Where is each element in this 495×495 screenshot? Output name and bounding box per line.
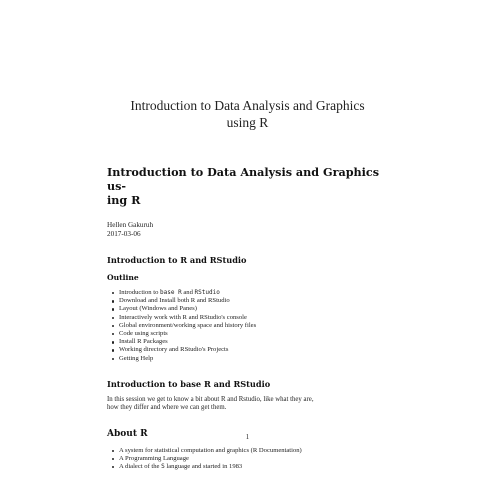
book-title <box>0 97 495 131</box>
inline-code: S <box>161 463 165 471</box>
about-list <box>107 447 389 472</box>
outline-item: Getting Help <box>119 355 389 363</box>
document-meta <box>107 221 389 239</box>
section-heading-base: Introduction to base R and RStudio <box>107 378 271 389</box>
about-item-text: A dialect of the <box>119 463 162 471</box>
session-paragraph-line-2: how they differ and where we can get them. <box>107 404 227 412</box>
document-title-line-1: Introduction to Data Analysis and Graphics us- <box>107 165 380 193</box>
about-item: A Programming Language <box>119 455 389 463</box>
about-item <box>119 463 389 471</box>
document-title <box>107 165 389 207</box>
subsection-heading-outline: Outline <box>107 273 139 282</box>
outline-list <box>107 289 389 363</box>
document-content <box>107 165 389 471</box>
book-title-line-2: using R <box>226 115 269 130</box>
inline-code: RStudio <box>194 289 220 296</box>
outline-item-text: Introduction to <box>119 289 161 296</box>
document-date: 2017-03-06 <box>107 230 141 238</box>
outline-item-text: and <box>181 289 195 296</box>
outline-item: Working directory and RStudio's Projects <box>119 346 389 354</box>
book-title-line-1: Introduction to Data Analysis and Graphics <box>130 98 365 113</box>
outline-item: Code using scripts <box>119 330 389 338</box>
outline-item: Global environment/working space and history files <box>119 322 389 330</box>
outline-item: Install R Packages <box>119 338 389 346</box>
session-paragraph-line-1: In this session we get to know a bit about R and Rstudio, like what they are, <box>107 395 314 403</box>
outline-item: Layout (Windows and Panes) <box>119 305 389 313</box>
inline-code: base R <box>160 289 182 296</box>
page-number: 1 <box>245 434 250 441</box>
section-heading-intro: Introduction to R and RStudio <box>107 255 247 265</box>
author-name: Hellen Gakuruh <box>107 221 154 229</box>
about-item: A system for statistical computation and graphics (R Documentation) <box>119 447 389 455</box>
document-title-line-2: ing R <box>107 193 141 207</box>
outline-item: Interactively work with R and RStudio's console <box>119 314 389 322</box>
session-paragraph <box>107 396 389 413</box>
outline-item: Download and Install both R and RStudio <box>119 297 389 305</box>
about-item-text: language and started in 1983 <box>164 463 243 471</box>
section-heading-about: About R <box>107 428 148 439</box>
outline-item <box>119 289 389 297</box>
